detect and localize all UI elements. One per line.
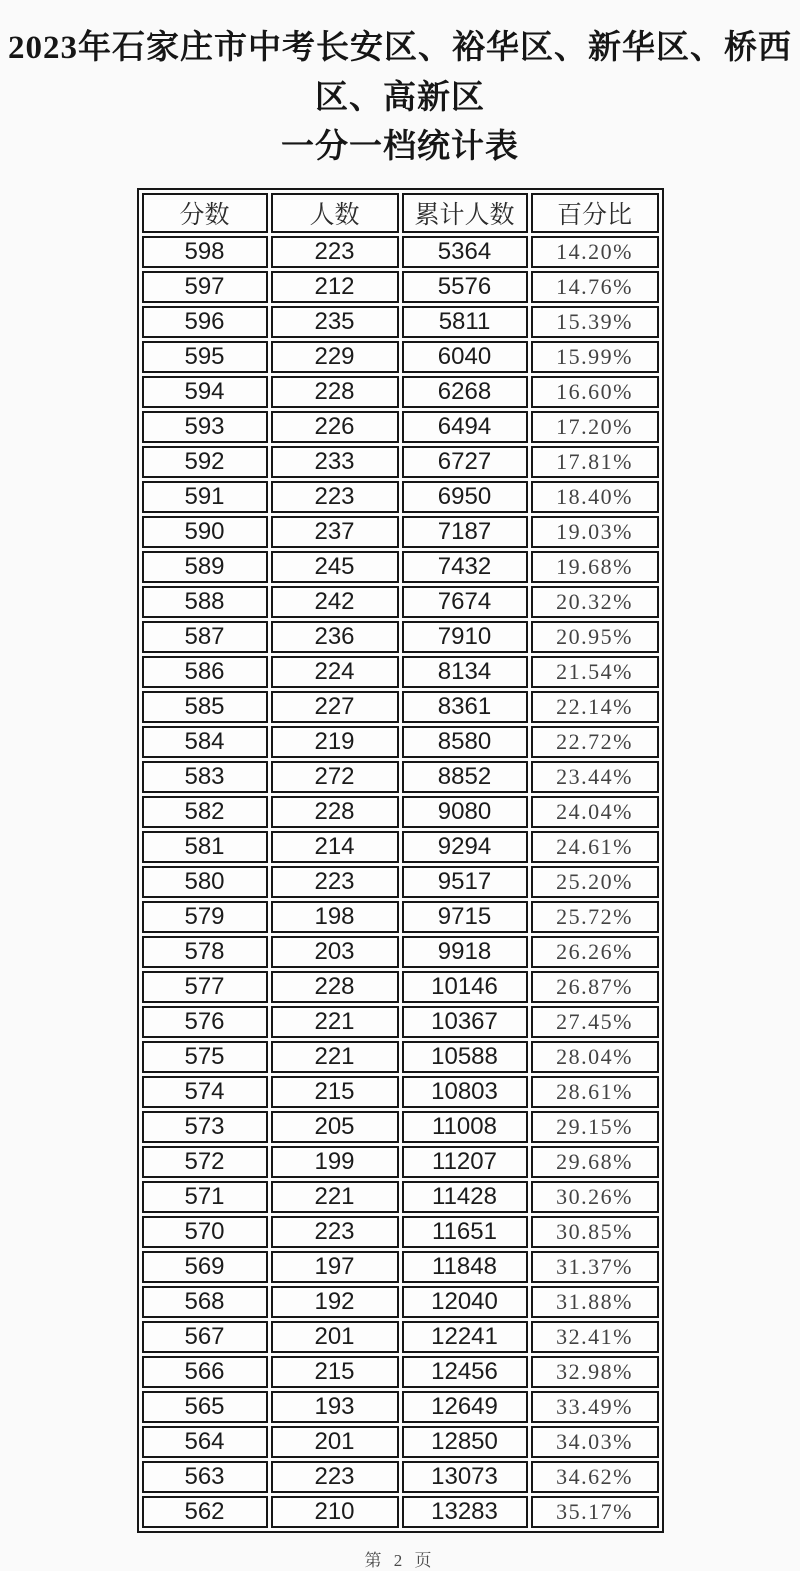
cell-percent: 25.20%	[531, 866, 659, 898]
cell-percent: 17.20%	[531, 411, 659, 443]
table-row	[142, 341, 659, 373]
cell-score: 568	[142, 1286, 268, 1318]
table-row	[142, 1356, 659, 1388]
cell-count: 212	[271, 271, 399, 303]
cell-cumulative: 8361	[402, 691, 528, 723]
cell-score: 581	[142, 831, 268, 863]
cell-cumulative: 11207	[402, 1146, 528, 1178]
cell-percent: 30.85%	[531, 1216, 659, 1248]
cell-score: 578	[142, 936, 268, 968]
cell-percent: 35.17%	[531, 1496, 659, 1528]
table-row	[142, 516, 659, 548]
cell-score: 585	[142, 691, 268, 723]
table-row	[142, 866, 659, 898]
cell-cumulative: 5576	[402, 271, 528, 303]
cell-score: 569	[142, 1251, 268, 1283]
cell-count: 242	[271, 586, 399, 618]
page-title-line-2: 一分一档统计表	[281, 129, 519, 165]
cell-count: 223	[271, 1216, 399, 1248]
cell-count: 233	[271, 446, 399, 478]
cell-percent: 18.40%	[531, 481, 659, 513]
cell-count: 198	[271, 901, 399, 933]
cell-cumulative: 8580	[402, 726, 528, 758]
cell-percent: 20.95%	[531, 621, 659, 653]
cell-count: 192	[271, 1286, 399, 1318]
col-header-percent: 百分比	[531, 193, 659, 233]
cell-score: 566	[142, 1356, 268, 1388]
cell-percent: 19.68%	[531, 551, 659, 583]
cell-count: 201	[271, 1321, 399, 1353]
cell-score: 580	[142, 866, 268, 898]
table-row	[142, 1391, 659, 1423]
cell-count: 201	[271, 1426, 399, 1458]
cell-percent: 26.26%	[531, 936, 659, 968]
table-row	[142, 376, 659, 408]
cell-percent: 20.32%	[531, 586, 659, 618]
cell-cumulative: 9080	[402, 796, 528, 828]
cell-score: 587	[142, 621, 268, 653]
table-row	[142, 1076, 659, 1108]
cell-count: 226	[271, 411, 399, 443]
table-row	[142, 446, 659, 478]
cell-cumulative: 6268	[402, 376, 528, 408]
cell-score: 595	[142, 341, 268, 373]
cell-cumulative: 13283	[402, 1496, 528, 1528]
cell-count: 219	[271, 726, 399, 758]
cell-score: 583	[142, 761, 268, 793]
cell-count: 199	[271, 1146, 399, 1178]
cell-percent: 29.68%	[531, 1146, 659, 1178]
cell-score: 562	[142, 1496, 268, 1528]
table-row	[142, 1111, 659, 1143]
cell-score: 579	[142, 901, 268, 933]
cell-cumulative: 10588	[402, 1041, 528, 1073]
cell-percent: 23.44%	[531, 761, 659, 793]
cell-percent: 17.81%	[531, 446, 659, 478]
cell-cumulative: 13073	[402, 1461, 528, 1493]
table-row	[142, 621, 659, 653]
cell-cumulative: 9918	[402, 936, 528, 968]
cell-count: 210	[271, 1496, 399, 1528]
cell-cumulative: 6494	[402, 411, 528, 443]
cell-count: 228	[271, 971, 399, 1003]
cell-count: 229	[271, 341, 399, 373]
cell-score: 591	[142, 481, 268, 513]
table-row	[142, 481, 659, 513]
cell-percent: 34.03%	[531, 1426, 659, 1458]
cell-score: 572	[142, 1146, 268, 1178]
cell-score: 596	[142, 306, 268, 338]
cell-cumulative: 6950	[402, 481, 528, 513]
cell-cumulative: 10367	[402, 1006, 528, 1038]
table-row	[142, 411, 659, 443]
cell-score: 576	[142, 1006, 268, 1038]
cell-score: 573	[142, 1111, 268, 1143]
cell-count: 197	[271, 1251, 399, 1283]
cell-score: 567	[142, 1321, 268, 1353]
table-row	[142, 236, 659, 268]
cell-percent: 22.14%	[531, 691, 659, 723]
cell-score: 592	[142, 446, 268, 478]
cell-percent: 30.26%	[531, 1181, 659, 1213]
cell-cumulative: 5364	[402, 236, 528, 268]
cell-cumulative: 11428	[402, 1181, 528, 1213]
table-row	[142, 1496, 659, 1528]
cell-percent: 21.54%	[531, 656, 659, 688]
cell-score: 597	[142, 271, 268, 303]
table-body	[142, 236, 659, 1528]
cell-count: 237	[271, 516, 399, 548]
cell-percent: 14.20%	[531, 236, 659, 268]
cell-count: 223	[271, 1461, 399, 1493]
cell-cumulative: 7187	[402, 516, 528, 548]
cell-cumulative: 12241	[402, 1321, 528, 1353]
cell-count: 223	[271, 236, 399, 268]
table-row	[142, 831, 659, 863]
cell-count: 223	[271, 481, 399, 513]
cell-score: 584	[142, 726, 268, 758]
cell-count: 228	[271, 796, 399, 828]
cell-cumulative: 9715	[402, 901, 528, 933]
cell-percent: 29.15%	[531, 1111, 659, 1143]
table-row	[142, 761, 659, 793]
cell-score: 582	[142, 796, 268, 828]
cell-score: 564	[142, 1426, 268, 1458]
cell-count: 203	[271, 936, 399, 968]
table-row	[142, 306, 659, 338]
score-distribution-table	[137, 188, 664, 1533]
cell-cumulative: 7674	[402, 586, 528, 618]
cell-count: 245	[271, 551, 399, 583]
cell-count: 223	[271, 866, 399, 898]
cell-score: 565	[142, 1391, 268, 1423]
cell-cumulative: 12040	[402, 1286, 528, 1318]
page-number: 第 2 页	[364, 1550, 436, 1570]
table-row	[142, 691, 659, 723]
cell-percent: 26.87%	[531, 971, 659, 1003]
cell-percent: 22.72%	[531, 726, 659, 758]
table-row	[142, 936, 659, 968]
cell-cumulative: 5811	[402, 306, 528, 338]
cell-score: 575	[142, 1041, 268, 1073]
cell-percent: 32.98%	[531, 1356, 659, 1388]
table-header-row	[142, 193, 659, 233]
cell-percent: 33.49%	[531, 1391, 659, 1423]
cell-cumulative: 12649	[402, 1391, 528, 1423]
cell-count: 235	[271, 306, 399, 338]
cell-cumulative: 7432	[402, 551, 528, 583]
table-row	[142, 1426, 659, 1458]
cell-count: 227	[271, 691, 399, 723]
table-row	[142, 1216, 659, 1248]
table-row	[142, 901, 659, 933]
cell-count: 214	[271, 831, 399, 863]
cell-score: 588	[142, 586, 268, 618]
cell-score: 590	[142, 516, 268, 548]
cell-cumulative: 6727	[402, 446, 528, 478]
table-row	[142, 271, 659, 303]
cell-percent: 24.61%	[531, 831, 659, 863]
cell-score: 574	[142, 1076, 268, 1108]
table-row	[142, 1286, 659, 1318]
cell-score: 594	[142, 376, 268, 408]
cell-percent: 28.04%	[531, 1041, 659, 1073]
table-row	[142, 551, 659, 583]
table-row	[142, 1006, 659, 1038]
table-row	[142, 1461, 659, 1493]
cell-score: 577	[142, 971, 268, 1003]
cell-count: 236	[271, 621, 399, 653]
cell-count: 221	[271, 1181, 399, 1213]
page-title-line-1: 2023年石家庄市中考长安区、裕华区、新华区、桥西区、高新区	[8, 30, 792, 116]
table-row	[142, 971, 659, 1003]
cell-count: 215	[271, 1076, 399, 1108]
cell-score: 593	[142, 411, 268, 443]
table-row	[142, 1146, 659, 1178]
cell-score: 586	[142, 656, 268, 688]
cell-percent: 19.03%	[531, 516, 659, 548]
cell-count: 221	[271, 1006, 399, 1038]
table-row	[142, 1321, 659, 1353]
cell-percent: 15.99%	[531, 341, 659, 373]
cell-count: 224	[271, 656, 399, 688]
cell-percent: 31.37%	[531, 1251, 659, 1283]
table-row	[142, 586, 659, 618]
cell-percent: 34.62%	[531, 1461, 659, 1493]
table-row	[142, 656, 659, 688]
cell-percent: 32.41%	[531, 1321, 659, 1353]
cell-count: 215	[271, 1356, 399, 1388]
cell-cumulative: 7910	[402, 621, 528, 653]
cell-percent: 27.45%	[531, 1006, 659, 1038]
cell-cumulative: 8852	[402, 761, 528, 793]
cell-cumulative: 10146	[402, 971, 528, 1003]
cell-cumulative: 10803	[402, 1076, 528, 1108]
cell-percent: 14.76%	[531, 271, 659, 303]
cell-count: 205	[271, 1111, 399, 1143]
table-row	[142, 726, 659, 758]
cell-score: 563	[142, 1461, 268, 1493]
cell-cumulative: 9517	[402, 866, 528, 898]
col-header-score: 分数	[142, 193, 268, 233]
cell-cumulative: 11008	[402, 1111, 528, 1143]
cell-percent: 24.04%	[531, 796, 659, 828]
table-row	[142, 1251, 659, 1283]
cell-count: 221	[271, 1041, 399, 1073]
cell-percent: 16.60%	[531, 376, 659, 408]
cell-count: 272	[271, 761, 399, 793]
cell-cumulative: 9294	[402, 831, 528, 863]
cell-percent: 28.61%	[531, 1076, 659, 1108]
cell-cumulative: 12456	[402, 1356, 528, 1388]
cell-score: 589	[142, 551, 268, 583]
cell-score: 570	[142, 1216, 268, 1248]
cell-cumulative: 12850	[402, 1426, 528, 1458]
table-row	[142, 796, 659, 828]
cell-percent: 31.88%	[531, 1286, 659, 1318]
cell-cumulative: 8134	[402, 656, 528, 688]
cell-count: 228	[271, 376, 399, 408]
col-header-cumulative: 累计人数	[402, 193, 528, 233]
table-row	[142, 1041, 659, 1073]
table-row	[142, 1181, 659, 1213]
cell-score: 598	[142, 236, 268, 268]
cell-count: 193	[271, 1391, 399, 1423]
cell-percent: 15.39%	[531, 306, 659, 338]
cell-cumulative: 6040	[402, 341, 528, 373]
cell-percent: 25.72%	[531, 901, 659, 933]
cell-score: 571	[142, 1181, 268, 1213]
col-header-count: 人数	[271, 193, 399, 233]
page-title	[0, 24, 800, 173]
cell-cumulative: 11848	[402, 1251, 528, 1283]
cell-cumulative: 11651	[402, 1216, 528, 1248]
